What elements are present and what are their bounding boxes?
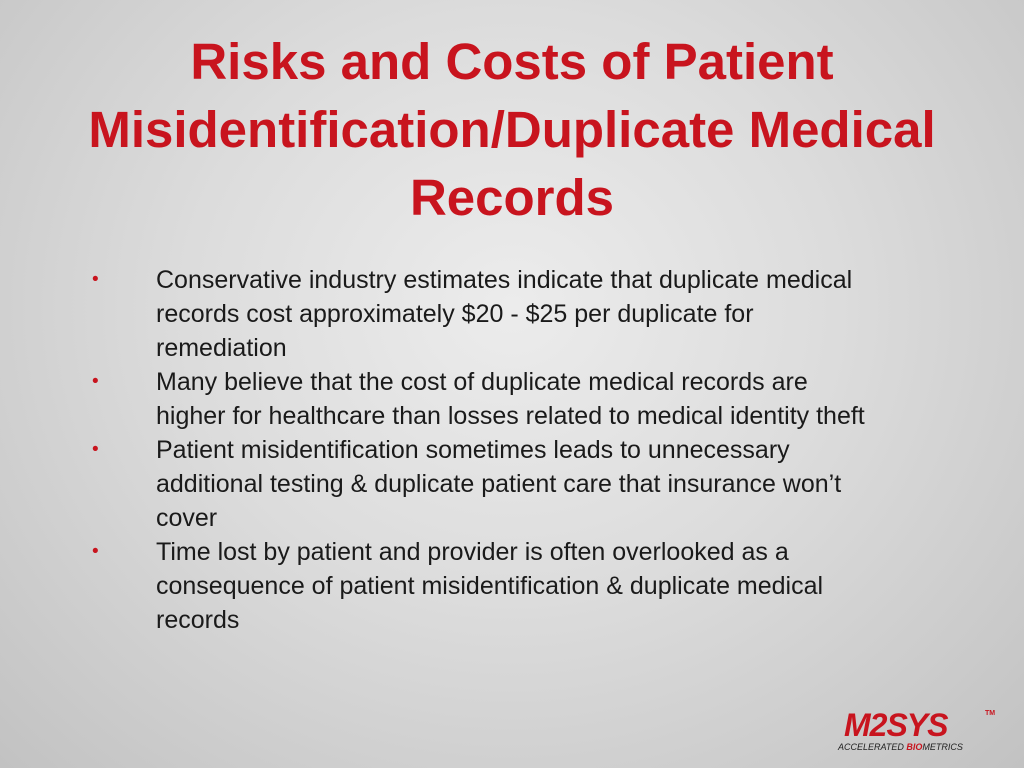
logo-tagline-accent: BIO xyxy=(906,742,923,752)
logo-wordmark: M2SYS xyxy=(844,707,948,743)
slide-title xyxy=(20,28,1004,232)
bullet-marker: • xyxy=(92,541,99,562)
title-line-1: Risks and Costs of Patient xyxy=(190,33,834,90)
bullet-item-4 xyxy=(0,535,1024,637)
bullet-item-2 xyxy=(0,365,1024,433)
title-line-2: Misidentification/Duplicate Medical xyxy=(88,101,936,158)
logo-tagline xyxy=(838,742,963,753)
company-logo xyxy=(838,708,998,756)
title-line-3: Records xyxy=(409,169,615,226)
bullet-3-line-3: cover xyxy=(156,504,218,532)
logo-tagline-pre: ACCELERATED xyxy=(838,742,907,752)
logo-trademark: TM xyxy=(985,710,996,717)
bullet-1-line-1: Conservative industry estimates indicate that duplicate medical xyxy=(156,266,853,294)
bullet-4-line-3: records xyxy=(156,606,240,634)
bullet-3-line-1: Patient misidentification sometimes leads to unnecessary xyxy=(156,436,790,464)
bullet-2-line-1: Many believe that the cost of duplicate medical records are xyxy=(156,368,808,396)
bullet-marker: • xyxy=(92,439,99,460)
bullet-1-line-3: remediation xyxy=(156,334,287,362)
bullet-4-line-2: consequence of patient misidentification & duplicate medical xyxy=(156,572,824,600)
bullet-3-line-2: additional testing & duplicate patient care that insurance won’t xyxy=(156,470,842,498)
logo-tagline-post: METRICS xyxy=(922,742,963,752)
bullet-marker: • xyxy=(92,371,99,392)
bullet-4-line-1: Time lost by patient and provider is often overlooked as a xyxy=(156,538,789,566)
bullet-item-3 xyxy=(0,433,1024,535)
bullet-list xyxy=(0,263,1024,637)
bullet-marker: • xyxy=(92,269,99,290)
bullet-item-1 xyxy=(0,263,1024,365)
bullet-2-line-2: higher for healthcare than losses related to medical identity theft xyxy=(156,402,865,430)
bullet-1-line-2: records cost approximately $20 - $25 per duplicate for xyxy=(156,300,754,328)
